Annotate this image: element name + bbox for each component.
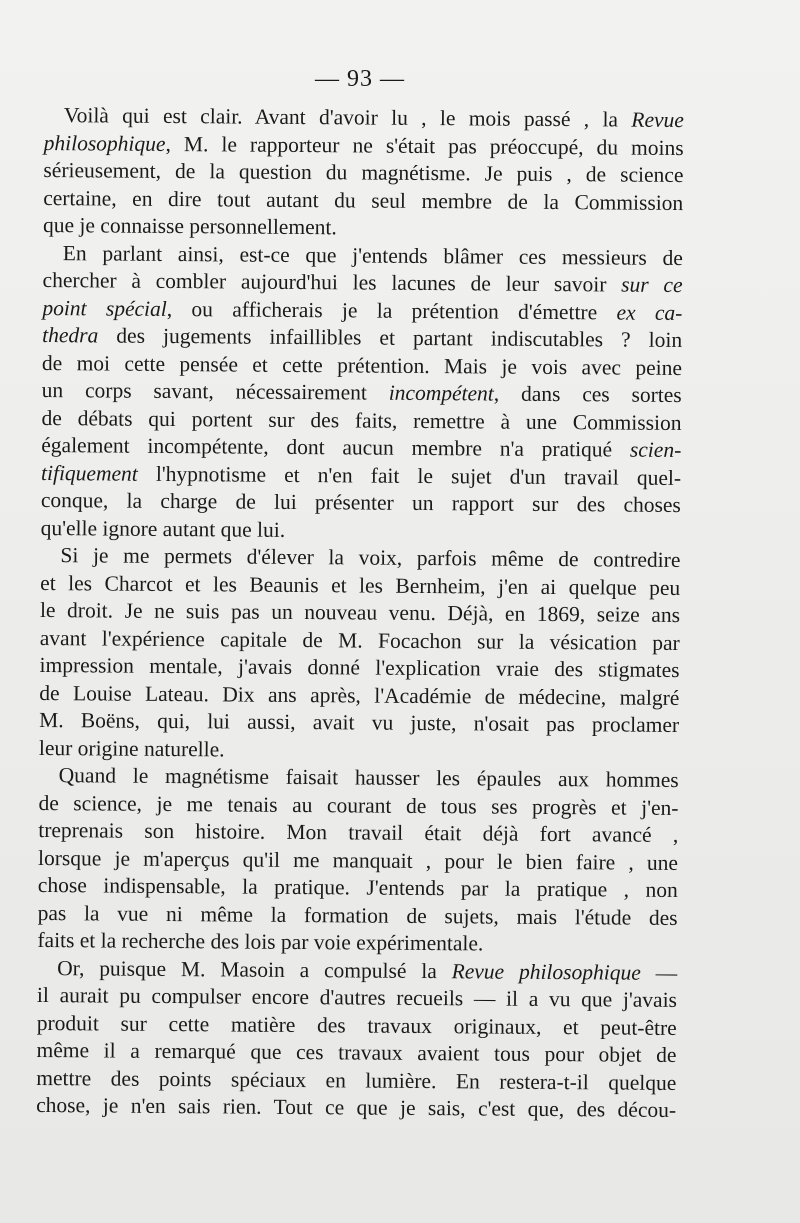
text-line [41,487,681,520]
italic-text: thedra [42,322,99,348]
text-run: — [640,960,678,985]
paragraph [37,762,678,960]
text-run: , M. le rapporteur ne s'était pas préoccupé, du moins [165,131,684,160]
text-line [41,432,681,465]
text-run: produit sur cette matière des travaux originaux, et peut-être [36,1010,677,1040]
paragraph [43,102,684,245]
text-run: M. Boëns, qui, lui aussi, avait vu juste, n'osait pas proclamer [39,707,680,738]
text-run: Quand le magnétisme faisait hausser les épaules aux hommes [58,763,679,793]
text-line [37,982,677,1015]
text-run: avant l'expérience capitale de M. Focachon sur la vésication par [39,625,680,655]
text-line [44,102,684,135]
text-line [43,212,683,245]
text-line [40,542,680,575]
text-run: des jugements infaillibles et partant indiscutables ? loin [98,323,683,353]
text-line [42,322,682,355]
italic-text: point spécial [42,295,167,321]
paragraph [36,954,677,1124]
text-run: chose indispensable, la pratique. J'entends par la pratique , non [37,872,678,903]
text-run: l'hypnotisme et n'en fait le sujet d'un travail quel- [137,461,682,490]
text-run: le droit. Je ne suis pas un nouveau venu. Déjà, en 1869, seize ans [39,597,681,628]
text-run: conque, la charge de lui présenter un rapport sur des choses [40,487,681,518]
text-run: et les Charcot et les Beaunis et les Bernheim, j'en ai quelque peu [40,570,681,600]
text-line [43,157,683,190]
text-line [39,762,679,795]
text-line [38,817,678,850]
text-run: qu'elle ignore autant que lui. [40,515,286,542]
text-line [42,377,682,410]
text-run: un corps savant, nécessairement [41,377,389,405]
text-line [38,872,678,905]
italic-text: tifiquement [40,460,138,486]
text-run: de Louise Lateau. Dix ans après, l'Académie de médecine, malgré [39,680,680,710]
text-run: même il a remarqué que ces travaux avaient tous pour objet de [36,1037,677,1067]
text-run: Or, puisque M. Masoin a compulsé la [57,955,452,983]
italic-text: philosophique [43,130,166,156]
text-line [36,1037,676,1070]
italic-text: sur ce [621,272,683,298]
text-run: lorsque je m'aperçus qu'il me manquait , pour le bien faire , une [37,845,679,875]
text-run: impression mentale, j'avais donné l'explication vraie des stigmates [39,652,680,683]
italic-text: scien- [629,437,682,463]
text-run: , ou afficherais je la prétention d'émettre [166,296,617,325]
text-run: sérieusement, de la question du magnétisme. Je puis , de science [43,157,684,188]
text-line [39,707,679,740]
body-text [36,102,684,1124]
paragraph [41,239,683,547]
text-line [37,927,677,960]
text-run: que je connaisse personnellement. [42,212,337,240]
text-line [42,267,682,300]
text-run: , dans ces sortes [493,381,682,408]
text-run: chercher à combler aujourd'hui les lacunes de leur savoir [42,267,622,297]
page-number: — 93 — [315,66,405,92]
text-run: treprenais son histoire. Mon travail était déjà fort avancé , [38,817,679,848]
italic-text: Revue philosophique [451,958,641,985]
text-run: il aurait pu compulser encore d'autres recueils — il a vu que j'avais [36,982,678,1012]
italic-text: Revue [631,107,684,133]
text-run: leur origine naturelle. [38,735,225,761]
text-run: Si je me permets d'élever la voix, parfois même de contredire [60,543,681,573]
text-line [40,597,680,630]
text-run: certaine, en dire tout autant du seul membre de la Commission [43,185,684,215]
text-line [39,652,679,685]
text-run: faits et la recherche des lois par voie expérimentale. [37,927,484,956]
italic-text: incompétent [388,380,494,406]
paragraph [39,542,681,767]
text-run: de science, je me tenais au courant de tous ses progrès et j'en- [38,790,679,820]
text-run: également incompétente, dont aucun membre n'a pratiqué [41,432,631,462]
text-run: chose, je n'en sais rien. Tout ce que je sais, c'est que, des décou- [36,1092,677,1122]
text-run: de débats qui portent sur des faits, remettre à une Commission [41,405,682,435]
text-run: pas la vue ni même la formation de sujets, mais l'étude des [37,900,678,930]
italic-text: ex ca- [616,300,683,325]
text-line [36,1092,676,1125]
text-run: mettre des points spéciaux en lumière. En restera-t-il quelque [36,1065,677,1095]
text-run: de moi cette pensée et cette prétention. Mais je vois avec peine [41,350,683,380]
text-run: En parlant ainsi, est-ce que j'entends blâmer ces messieurs de [62,240,683,270]
text-run: Voilà qui est clair. Avant d'avoir lu , le mois passé , la [63,103,632,132]
